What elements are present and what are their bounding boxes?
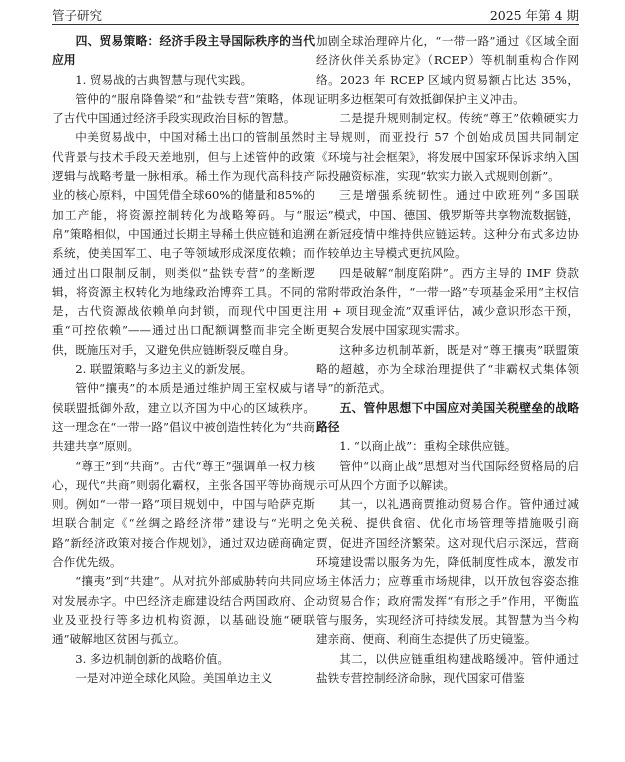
issue-number: 2025 年第 4 期 bbox=[489, 8, 579, 23]
paragraph: 二是提升规则制定权。传统“尊王”依赖硬实力主导规则，而亚投行 57 个创始成员国共同制定《环境与社会框架》，将发展中国家环保诉求纳入国际投融资标准，实现“软实力嵌入式规则创新”。 bbox=[316, 111, 579, 184]
paragraph: 加剧全球治理碎片化，“一带一路”通过《区域全面经济伙伴关系协定》（RCEP）等机制重构合作网络。2023 年 RCEP 区域内贸易额占比达 35%，证明多边框架可有效抵御保护主义冲击。 bbox=[316, 34, 579, 106]
header-divider bbox=[52, 24, 579, 25]
right-column bbox=[316, 32, 579, 688]
paragraph: 其一，以礼遇商贾推动贸易合作。管仲通过减免关税、提供食宿、优化市场管理等措施吸引商贾，促进齐国经济繁荣。这对现代启示深远，营商环境建设需以服务为先，降低制度性成本，激发市场主体活力；应尊重市场规律，以开放包容姿态推动贸易合作；政府需发挥“有形之手”作用，平衡监管与服务，实现经济可持续发展。其智慧为当今构建亲商、便商、利商生态提供了历史镜鉴。 bbox=[316, 497, 579, 647]
paragraph: 四是破解“制度陷阱”。西方主导的 IMF 贷款常附带政治条件，“一带一路”专项基金采用“主权信用 + 项目现金流”双重评估，减少意识形态干预，更契合发展中国家现实需求。 bbox=[316, 265, 579, 338]
paragraph: 其二，以供应链重组构建战略缓冲。管仲通过盐铁专营控制经济命脉，现代国家可借鉴 bbox=[316, 651, 579, 685]
paragraph: 管仲的“服帛降鲁梁”和“盐铁专营”策略，体现了古代中国通过经济手段实现政治目标的智慧。 bbox=[52, 91, 315, 126]
running-header bbox=[52, 6, 579, 24]
paragraph: “攘夷”到“共建”。从对抗外部威胁转向共同应对发展赤字。中巴经济走廊建设结合两国政府、企业及亚投行等多边机构资源，以基础设施“硬联通”破解地区贫困与孤立。 bbox=[52, 574, 315, 647]
paragraph: 这种多边机制革新，既是对“尊王攘夷”联盟策略的超越，亦为全球治理提供了“非霸权式集体领导”的新范式。 bbox=[316, 342, 579, 396]
subsection-heading: 1. “以商止战”：重构全球供应链。 bbox=[339, 439, 517, 454]
subsection-heading: 2. 联盟策略与多边主义的新发展。 bbox=[75, 362, 253, 377]
section-heading: 四、贸易策略：经济手段主导国际秩序的当代应用 bbox=[52, 34, 315, 68]
section-heading: 五、管仲思想下中国应对美国关税壁垒的战略路径 bbox=[316, 400, 579, 434]
paragraph: 一是对冲逆全球化风险。美国单边主义 bbox=[75, 670, 273, 685]
paragraph: 管仲“以商止战”思想对当代国际经贸格局的启示可从四个方面予以解读。 bbox=[316, 458, 579, 492]
paragraph: 中美贸易战中，中国对稀土出口的管制虽然时代背景与技术手段天差地别，但与上述管仲的政策逻辑与战略考量一脉相承。稀土作为现代高科技产业的核心原料，中国凭借全球60%的储量和85%的加工产能，将资源控制转化为战略筹码。与“服帛”策略相似，中国通过长期主导稀土供应链和追溯系统，使美国军工、电子等领域形成深度依赖；而通过出口限制反制，则类似“盐铁专营”的垄断逻辑，将资源主权转化为地缘政治博弈工具。不同的是，古代资源战依赖单向封锁，而现代中国更注重“可控依赖”——通过出口配额调整而非完全断供，既施压对手，又避免供应链断裂反噬自身。 bbox=[52, 130, 315, 357]
subsection-heading: 3. 多边机制创新的战略价值。 bbox=[75, 651, 230, 666]
left-column bbox=[52, 32, 315, 688]
subsection-heading: 1. 贸易战的古典智慧与现代实践。 bbox=[75, 72, 253, 87]
paragraph: 三是增强系统韧性。通过中欧班列“多国联运”模式，中国、德国、俄罗斯等共享物流数据链，在新冠疫情中维持供应链运转。这种分布式多边协作较单边主导模式更抗风险。 bbox=[316, 188, 579, 261]
paragraph: 管仲“攘夷”的本质是通过维护周王室权威与诸侯联盟抵御外敌，建立以齐国为中心的区域秩序。这一理念在“一带一路”倡议中被创造性转化为“共商共建共享”原则。 bbox=[52, 381, 315, 454]
paragraph: “尊王”到“共商”。古代“尊王”强调单一权力核心，现代“共商”则弱化霸权，主张各国平等协商规则。例如“一带一路”项目规划中，中国与哈萨克斯坦联合制定《“丝绸之路经济带”建设与“光明之路”新经济政策对接合作规划》，通过双边磋商确定合作优先级。 bbox=[52, 458, 315, 570]
journal-name: 管子研究 bbox=[52, 8, 103, 23]
